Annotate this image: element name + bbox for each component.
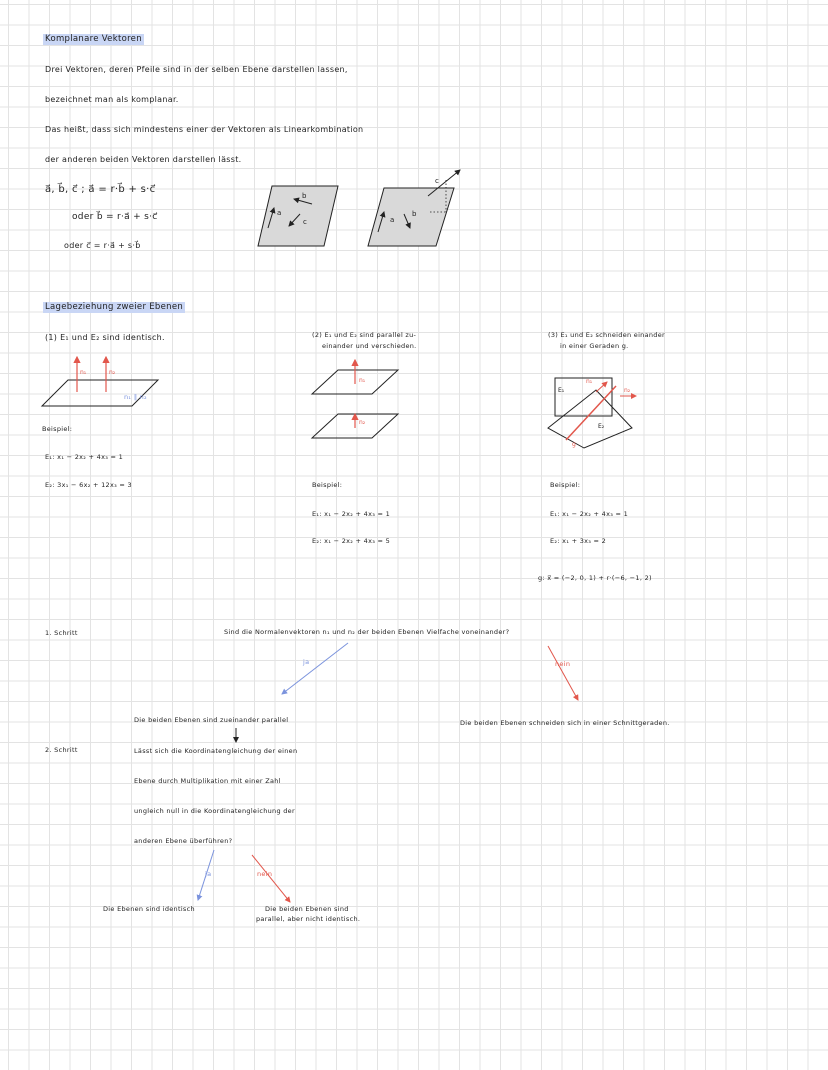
case2-example-label: Beispiel: — [312, 481, 343, 489]
coplanar-diagram-left — [258, 186, 338, 246]
case2-n1-label: n₁ — [359, 377, 366, 384]
case2-plane-diagram — [312, 360, 398, 438]
right-label-c: c — [435, 177, 439, 185]
definition-line-4: der anderen beiden Vektoren darstellen lässt. — [45, 155, 242, 164]
result-not-identical-line2: parallel, aber nicht identisch. — [256, 915, 361, 923]
title-lagebeziehung: Lagebeziehung zweier Ebenen — [45, 302, 184, 312]
case1-n2-label: n₂ — [109, 369, 116, 376]
left-label-c: c — [303, 218, 307, 226]
step2-question-line2: Ebene durch Multiplikation mit einer Zahl — [134, 777, 281, 785]
case1-heading: (1) E₁ und E₂ sind identisch. — [45, 333, 165, 342]
step1-label: 1. Schritt — [45, 629, 78, 637]
case3-eq2: E₂: x₁ + 3x₃ = 2 — [550, 537, 607, 545]
case3-n1-label: n₁ — [586, 378, 593, 385]
case2-eq1: E₁: x₁ − 2x₂ + 4x₃ = 1 — [312, 510, 391, 518]
definition-line-2: bezeichnet man als komplanar. — [45, 95, 179, 104]
case3-eq3: g: x⃗ = (−2, 0, 1) + r·(−6, −1, 2) — [538, 574, 652, 582]
case2-eq2: E₂: x₁ − 2x₂ + 4x₃ = 5 — [312, 537, 391, 545]
result-not-identical-line1: Die beiden Ebenen sind — [265, 905, 349, 913]
definition-line-1: Drei Vektoren, deren Pfeile sind in der selben Ebene darstellen lassen, — [45, 65, 348, 74]
case1-n1-label: n₁ — [80, 369, 87, 376]
step2-yes: ja — [205, 870, 212, 878]
case3-plane-diagram — [548, 378, 636, 448]
case3-g-label: g — [572, 441, 576, 448]
formula-b: oder b⃗ = r·a⃗ + s·c⃗ — [72, 212, 158, 222]
step2-question-line4: anderen Ebene überführen? — [134, 837, 233, 845]
right-label-b: b — [412, 210, 417, 218]
step2-no: nein — [257, 870, 273, 878]
coplanar-diagram-right — [368, 170, 460, 246]
formula-a: a⃗, b⃗, c⃗ ; a⃗ = r·b⃗ + s·c⃗ — [45, 184, 156, 195]
case3-example-label: Beispiel: — [550, 481, 581, 489]
case3-e1-label: E₁ — [558, 387, 565, 394]
case3-heading-line1: (3) E₁ und E₂ schneiden einander — [548, 331, 666, 339]
case2-heading-line2: einander und verschieden. — [322, 342, 417, 350]
case3-e2-label: E₂ — [598, 423, 605, 430]
case3-heading-line2: in einer Geraden g. — [560, 342, 629, 350]
step1-question: Sind die Normalenvektoren n₁ und n₂ der beiden Ebenen Vielfache voneinander? — [224, 628, 510, 636]
step2-question-line1: Lässt sich die Koordinatengleichung der einen — [134, 747, 298, 755]
result-identical: Die Ebenen sind identisch — [103, 905, 195, 913]
case2-heading-line1: (2) E₁ und E₂ sind parallel zu- — [312, 331, 417, 339]
step2-question-line3: ungleich null in die Koordinatengleichung der — [134, 807, 295, 815]
flowchart-arrows — [198, 643, 578, 902]
result-intersect: Die beiden Ebenen schneiden sich in einer Schnittgeraden. — [460, 719, 670, 727]
case1-eq2: E₂: 3x₁ − 6x₂ + 12x₃ = 3 — [45, 481, 132, 489]
title-komplanare-vektoren: Komplanare Vektoren — [45, 34, 142, 44]
case1-parallel-note: n₁ ∥ n₂ — [124, 393, 147, 401]
left-label-a: a — [277, 209, 282, 217]
result-parallel: Die beiden Ebenen sind zueinander parallel — [134, 716, 289, 724]
case1-eq1: E₁: x₁ − 2x₂ + 4x₃ = 1 — [45, 453, 124, 461]
step2-label: 2. Schritt — [45, 746, 78, 754]
formula-c: oder c⃗ = r·a⃗ + s·b⃗ — [64, 241, 141, 250]
right-label-a: a — [390, 216, 395, 224]
step1-yes: ja — [303, 658, 310, 666]
case1-example-label: Beispiel: — [42, 425, 73, 433]
left-label-b: b — [302, 192, 307, 200]
step1-no: nein — [555, 660, 571, 668]
case3-eq1: E₁: x₁ − 2x₂ + 4x₃ = 1 — [550, 510, 629, 518]
case2-n2-label: n₂ — [359, 419, 366, 426]
case3-n2-label: n₂ — [624, 387, 631, 394]
definition-line-3: Das heißt, dass sich mindestens einer der Vektoren als Linearkombination — [45, 125, 364, 134]
